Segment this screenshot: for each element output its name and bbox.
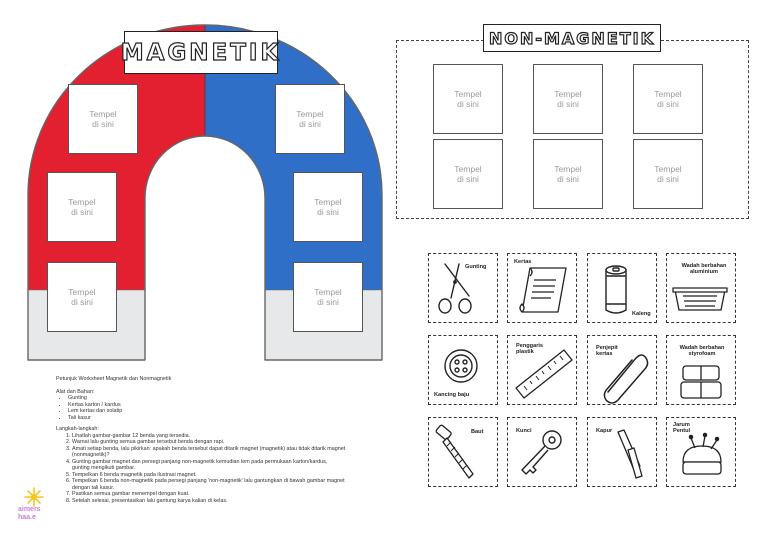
bolt-icon (429, 418, 499, 488)
magnet-slot: Tempel di sini (47, 172, 117, 242)
cutout-card-penjepit[interactable] (587, 335, 657, 405)
magnet-slot: Tempel di sini (275, 84, 345, 154)
nonmagnetik-title: NON-MAGNETIK (488, 28, 656, 48)
cutout-card-kancing[interactable] (428, 335, 498, 405)
card-label: Wadah berbahan aluminium (681, 263, 727, 276)
steps-list (56, 433, 346, 505)
cutout-card-jarum[interactable] (666, 417, 736, 487)
card-label: Kancing baju (434, 392, 470, 398)
cutout-card-aluminium[interactable] (666, 253, 736, 323)
magnet-slot: Tempel di sini (47, 262, 117, 332)
nonmagnet-slot: Tempel di sini (433, 139, 503, 209)
materials-list (56, 395, 346, 421)
list-item: 8. Setelah selesai, presentasikan lalu gantung karya kalian di kelas. (72, 498, 346, 505)
magnet-slot: Tempel di sini (293, 262, 363, 332)
sun-star-icon (20, 486, 60, 508)
card-label: Penjepit kertas (596, 345, 618, 358)
magnet-slot: Tempel di sini (293, 172, 363, 242)
nonmagnet-slot: Tempel di sini (633, 64, 703, 134)
list-item: • Tali kasur (68, 415, 346, 422)
scissors-icon (429, 254, 499, 324)
list-item: 4. Gunting gambar magnet dan persegi panjang non-magnetik kemudian lem pada permukaan karton/kardus, gunting mengikuti gambar. (72, 459, 346, 472)
magnetik-title-box (120, 31, 282, 74)
list-item: 5. Tempelkan 6 benda magnetik pada ilustrasi magnet. (72, 472, 346, 479)
nonmagnet-slot: Tempel di sini (633, 139, 703, 209)
nonmagnet-slot: Tempel di sini (533, 64, 603, 134)
card-label: Kaleng (632, 311, 651, 317)
magnet-slot: Tempel di sini (68, 84, 138, 154)
instructions-heading: Petunjuk Worksheet Magnetik dan Nonmagnetik (56, 376, 172, 382)
instructions (56, 376, 346, 504)
card-label: Baut (471, 429, 484, 435)
logo-text: aimers haa.e (18, 506, 41, 521)
card-label: Gunting (465, 264, 487, 270)
list-item: 3. Amati setiap benda, lalu pikirkan: apakah benda tersebut dapat ditarik magnet (magnetik) atau tidak ditarik magnet (nonmagnetik)? (72, 446, 346, 459)
cutout-card-kertas[interactable] (507, 253, 577, 323)
list-item: 1. Lihatlah gambar-gambar 12 benda yang tersedia. (72, 433, 346, 440)
list-item: • Lem kertas dan solatip (68, 408, 346, 415)
cutout-card-kunci[interactable] (507, 417, 577, 487)
list-item: 7. Pastikan semua gambar menempel dengan kuat. (72, 491, 346, 498)
logo (14, 486, 54, 530)
cutout-card-kapur[interactable] (587, 417, 657, 487)
nonmagnetik-title-box (483, 24, 661, 52)
cutout-card-kaleng[interactable] (587, 253, 657, 323)
list-item: • Gunting (68, 395, 346, 402)
nonmagnet-slot: Tempel di sini (433, 64, 503, 134)
magnetik-title: MAGNETIK (120, 39, 282, 66)
cutout-card-gunting[interactable] (428, 253, 498, 323)
list-item: 6. Tempelkan 6 benda non-magnetik pada persegi panjang 'non-magnetik' lalu gantungkan di bawah gambar magnet dengan tali kasur. (72, 478, 346, 491)
card-label: Kapur (596, 428, 613, 434)
steps-title: Langkah-langkah: (56, 426, 99, 432)
cutout-card-styrofoam[interactable] (666, 335, 736, 405)
cutout-card-penggaris[interactable] (507, 335, 577, 405)
card-label: Kunci (516, 428, 532, 434)
card-label: Jarum Pentul (673, 422, 691, 435)
card-label: Kertas (514, 259, 532, 265)
card-label: Wadah berbahan styrofoam (679, 345, 725, 358)
list-item: • Kertas karton / kardus (68, 402, 346, 409)
card-label: Penggaris plastik (516, 343, 544, 356)
cutout-card-baut[interactable] (428, 417, 498, 487)
nonmagnet-slot: Tempel di sini (533, 139, 603, 209)
materials-title: Alat dan Bahan: (56, 388, 95, 395)
list-item: 2. Warnai lalu gunting semua gambar tersebut benda dengan rapi. (72, 439, 346, 446)
